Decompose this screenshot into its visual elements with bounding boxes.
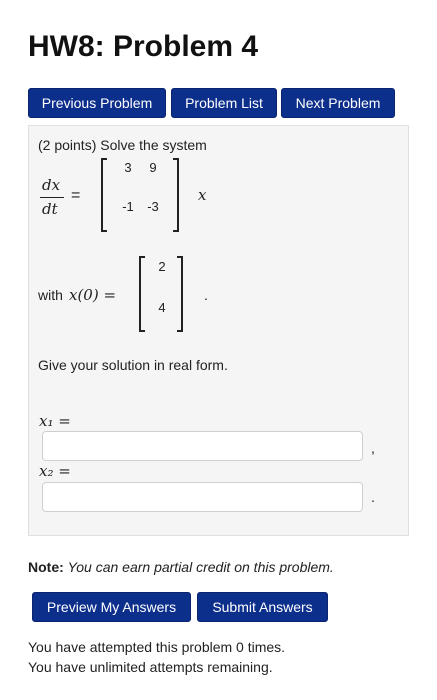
vector-v1: 2 — [158, 259, 166, 274]
vector-right-bracket — [177, 256, 183, 332]
x1-label: x₁ = — [39, 412, 71, 430]
problem-list-button[interactable]: Problem List — [171, 88, 277, 118]
problem-panel — [28, 125, 409, 536]
initial-period: . — [204, 287, 208, 303]
matrix-right-bracket — [173, 158, 179, 232]
x2-label: x₂ = — [39, 462, 71, 480]
instruction-text: Give your solution in real form. — [38, 357, 228, 373]
matrix-r2c2: -3 — [147, 199, 159, 214]
note — [28, 559, 334, 575]
fraction-bar — [40, 197, 64, 198]
ode-denominator: dt — [42, 200, 58, 218]
next-problem-button[interactable]: Next Problem — [281, 88, 395, 118]
ode-numerator: dx — [42, 176, 61, 194]
page-title: HW8: Problem 4 — [28, 30, 259, 63]
vector-left-bracket — [139, 256, 145, 332]
note-label: Note: — [28, 559, 64, 575]
attempts-text: You have attempted this problem 0 times. — [28, 639, 286, 655]
ode-equals: = — [71, 187, 81, 204]
matrix-r2c1: -1 — [122, 199, 134, 214]
problem-intro: (2 points) Solve the system — [38, 137, 207, 153]
ode-rhs-var: x — [198, 186, 207, 204]
matrix-left-bracket — [101, 158, 107, 232]
x2-answer-input[interactable] — [42, 482, 363, 512]
matrix-r1c1: 3 — [124, 160, 132, 175]
x1-answer-input[interactable] — [42, 431, 363, 461]
initial-lhs: x(0) = — [69, 286, 117, 304]
x1-comma: , — [371, 440, 375, 456]
remaining-attempts-text: You have unlimited attempts remaining. — [28, 659, 273, 675]
preview-answers-button[interactable]: Preview My Answers — [32, 592, 191, 622]
previous-problem-button[interactable]: Previous Problem — [28, 88, 166, 118]
note-text: You can earn partial credit on this problem. — [67, 559, 334, 575]
submit-answers-button[interactable]: Submit Answers — [197, 592, 328, 622]
matrix-r1c2: 9 — [149, 160, 157, 175]
with-label: with — [38, 287, 63, 303]
vector-v2: 4 — [158, 300, 166, 315]
x2-period: . — [371, 489, 375, 505]
